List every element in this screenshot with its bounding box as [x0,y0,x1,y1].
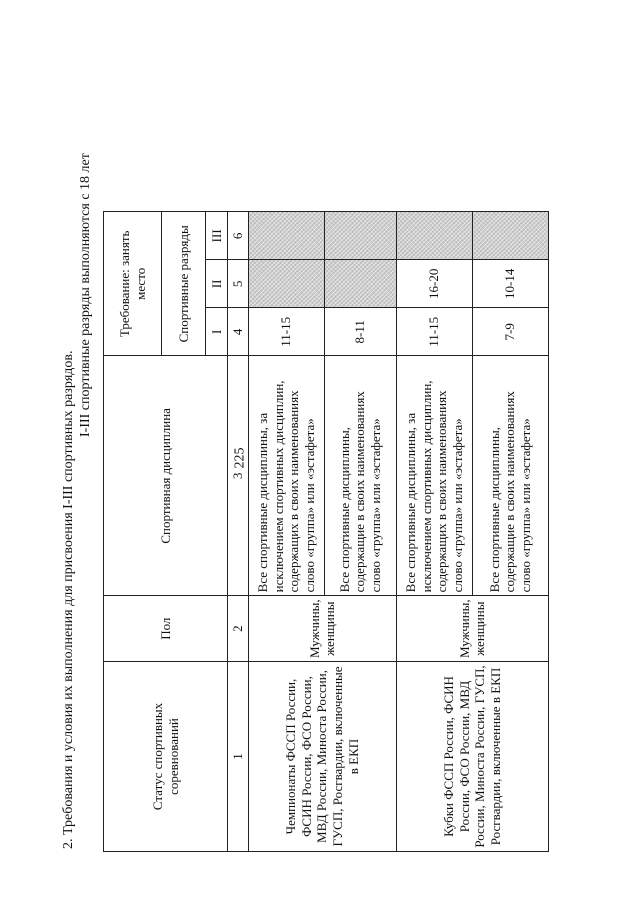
shaded-cell [324,260,396,308]
header-discipline: Спортивная дисциплина [104,356,228,596]
requirements-table [103,211,549,852]
header-rank-1: I [206,308,228,356]
table-row [396,212,472,852]
shaded-cell [324,212,396,260]
rank-1-value: 7-9 [472,308,548,356]
header-rank-3: III [206,212,228,260]
header-ranks-group: Спортивные разряды [162,212,206,356]
table-row [248,212,324,852]
rank-2-value: 16-20 [396,260,472,308]
rotated-page-content [40,52,600,852]
col-number: 6 [228,212,249,260]
discipline-cell: Все спортивные дисциплины, содержащие в своих наименованиях слово «группа» или «эстафета» [324,356,396,596]
col-number: 1 [228,662,249,852]
col-number: 4 [228,308,249,356]
header-gender: Пол [104,596,228,662]
header-status: Статус спортивных соревнований [104,662,228,852]
col-number: 2 [228,596,249,662]
rank-2-value: 10-14 [472,260,548,308]
rank-1-value: 11-15 [396,308,472,356]
header-requirement: Требование: занять место [104,212,162,356]
status-cell: Чемпионаты ФССП России, ФСИН России, ФСО России, МВД России, Миноста России, ГУСП, Росгвардии, включенные в ЕКП [248,662,396,852]
shaded-cell [396,212,472,260]
shaded-cell [248,212,324,260]
rank-1-value: 8-11 [324,308,396,356]
age-subheading: I-III спортивные разряды выполняются с 18 лет [78,153,93,437]
shaded-cell [248,260,324,308]
status-cell: Кубки ФССП России, ФСИН России, ФСО России, МВД России, Миноста России, ГУСП, Росгвардии, включенные в ЕКП [396,662,548,852]
gender-cell: Мужчины, женщины [248,596,396,662]
discipline-cell: Все спортивные дисциплины, содержащие в своих наименованиях слово «группа» или «эстафета» [472,356,548,596]
discipline-cell: Все спортивные дисциплины, за исключением спортивных дисциплин, содержащих в своих наименованиях слово «группа» или «эстафета» [248,356,324,596]
shaded-cell [472,212,548,260]
header-rank-2: II [206,260,228,308]
section-heading: 2. Требования и условия их выполнения для присвоения I-III спортивных разрядов. [61,350,76,849]
discipline-cell: Все спортивные дисциплины, за исключением спортивных дисциплин, содержащих в своих наименованиях слово «группа» или «эстафета» [396,356,472,596]
col-number: 5 [228,260,249,308]
gender-cell: Мужчины, женщины [396,596,548,662]
rank-1-value: 11-15 [248,308,324,356]
page-number: 225 [232,447,247,469]
column-number-row [228,212,249,852]
section-heading-area [40,52,80,852]
col-number: 3 [228,356,249,596]
